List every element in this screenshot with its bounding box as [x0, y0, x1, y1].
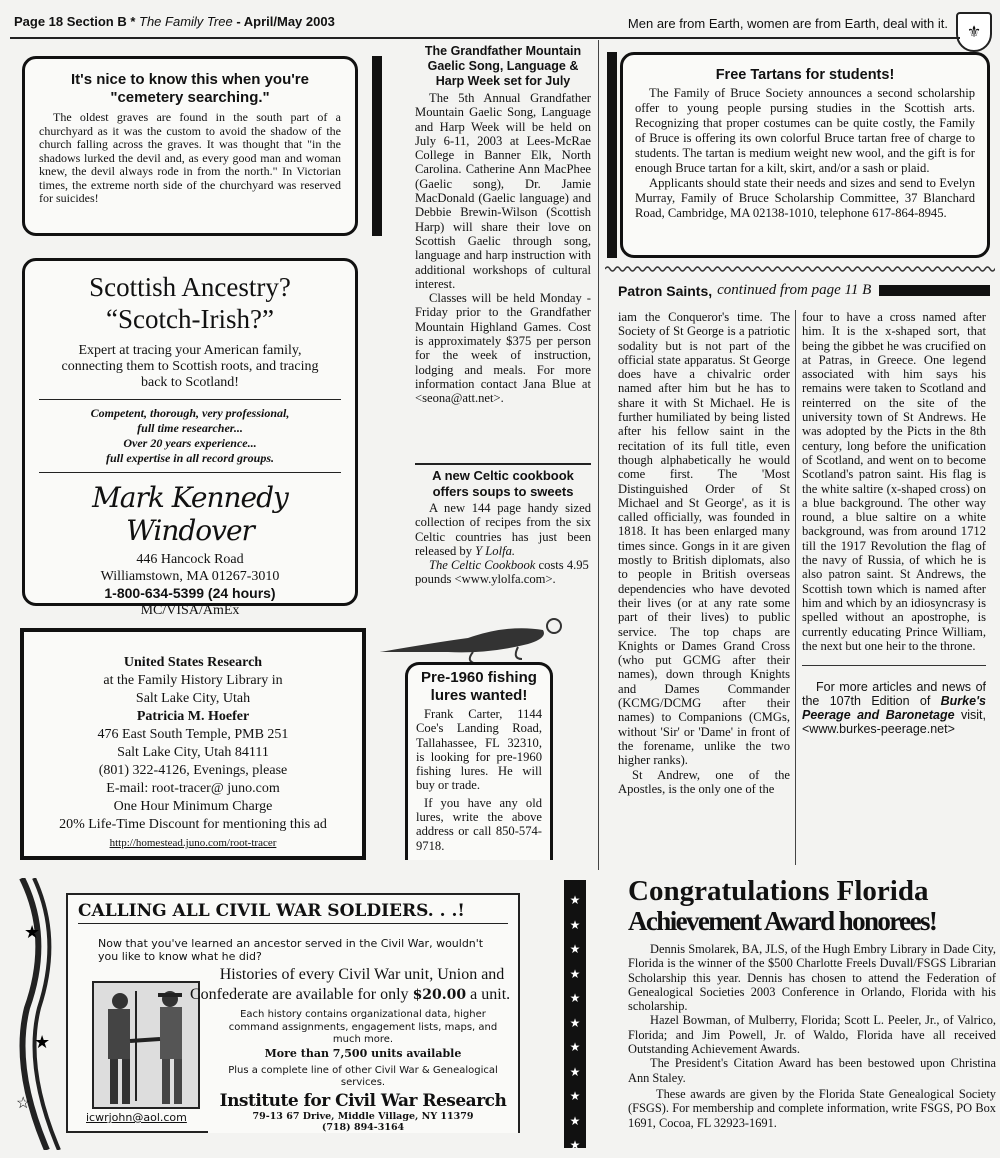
civil-war-intro: Now that you've learned an ancestor served in the Civil War, wouldn't you like to know what he did?	[98, 937, 484, 963]
grandfather-title: The Grandfather Mountain Gaelic Song, Language & Harp Week set for July	[424, 44, 582, 88]
patron-text: four to have a cross named after him. It is the x-shaped sort, that being the gibbet he was crucified on at Patras, in Greece. One legend associated with him says his remains were taken to Scotland and reinterred on the site of the university town of St Andrews. He was adopted by the Picts in the 8th century, long before the unification of Scotland, and went on to become Scotland's patron saint. His flag is the white saltire (x-shaped cross) on a blue background. The other way round, a blue saltire on a white background, was from around 1712 till the 1917 Revolution the flag of the navy of Russia, of which he is also patron saint. St Andrews, the Scottish town which is named after him and which by an idiosyncrasy is spelled without an apostrophe, is currently educating Prince William, the next but one heir to the throne.	[802, 310, 986, 653]
ad-line: at the Family History Library in	[103, 673, 283, 688]
issue-date: - April/May 2003	[236, 14, 335, 29]
florida-awards-article	[628, 876, 996, 1130]
ad-line: (801) 322-4126, Evenings, please	[98, 763, 288, 778]
ad-address-1: 446 Hancock Road	[136, 552, 244, 567]
civil-war-offer-2	[190, 985, 530, 1005]
civil-war-title: CALLING ALL CIVIL WAR SOLDIERS. . .!	[78, 901, 508, 924]
florida-title-1: Congratulations Florida	[628, 875, 929, 907]
wavy-rule	[605, 265, 995, 273]
ad-url-link[interactable]: http://homestead.juno.com/root-tracer	[109, 837, 277, 849]
section-rule	[415, 463, 591, 465]
patron-text: iam the Conqueror's time. The Society of St George is a patriotic sodality but is not part of the official state apparatus. St George does have a chivalric order named after him but he has to share it with St Michael. He is further humiliated by being listed after his fellow saint in the recitation of its full title, even though alphabetically he would come first. The 'Most Distinguished Order of St Michael and St George', as it is called officially, was founded in 1818. It has been enlarged many times since. Gongs in it are given mostly to British diplomats, also to people in British overseas dependencies who have devoted their lives (or at any rate some part of their lives) to public service. The top chaps are Knights or Dames Grand Cross (who put GCMG after their names), down through Knights and Dames Commander (KCMG/DCMG after their names) to Companions (CMGs, without 'Sir' or 'Dame' in front of the forename, unlike the two higher ranks).	[618, 310, 790, 768]
ad-phone: 1-800-634-5399 (24 hours)	[104, 585, 276, 601]
more-articles-text: For more articles and news of the 107th Edition of	[802, 680, 986, 709]
lures-title: Pre-1960 fishing lures wanted!	[421, 669, 537, 704]
ad-address-2: Williamstown, MA 01267-3010	[100, 569, 280, 584]
offer-line: Histories of every Civil War unit, Union and	[219, 966, 505, 983]
ad-line: E-mail: root-tracer@ juno.com	[106, 781, 280, 796]
cookbook-p2: costs 4.95 pounds <www.ylolfa.com>.	[415, 558, 589, 587]
divider-bar	[372, 56, 382, 236]
florida-p1: Dennis Smolarek, BA, JLS, of the Hugh Embry Library in Dade City, Florida is the winner of the $500 Charlotte Freels Duvall/FSGS Librarian Scholarship this year. Dennis has chosen to attend the Federation of Genealogical Societies 2003 Conference in Orlando, Florida with his scholarship.	[628, 942, 996, 1014]
svg-text:☆: ☆	[16, 1095, 31, 1112]
grandfather-article	[415, 44, 591, 406]
qual-line: Competent, thorough, very professional,	[90, 406, 290, 420]
ad-cards: MC/VISA/AmEx	[140, 603, 240, 618]
patron-text: St Andrew, one of the Apostles, is the only one of the	[618, 767, 790, 796]
civil-war-ad	[66, 893, 520, 1133]
florida-p4: These awards are given by the Florida State Genealogical Society (FSGS). For membership and complete information, write FSGS, PO Box 1691, Cocoa, FL 32923-1691.	[628, 1086, 996, 1130]
us-research-ad	[20, 628, 366, 860]
lures-p1: Frank Carter, 1144 Coe's Landing Road, Tallahassee, FL 32310, is looking for pre-1960 fishing lures. He will buy or trade.	[416, 707, 542, 793]
cemetery-article	[22, 56, 358, 236]
soldiers-illustration	[92, 981, 200, 1109]
patron-saints-heading	[618, 282, 990, 299]
patron-column-1	[618, 310, 790, 796]
tartans-p2: Applicants should state their needs and sizes and send to Evelyn Murray, Family of Bruce Scholarship Committee, 37 Blanchard Road, Cambridge, MA 02138-1010, telephone 617-864-8945.	[635, 176, 975, 220]
fishing-lure-icon	[378, 612, 568, 667]
cemetery-body: The oldest graves are found in the south part of a churchyard as it was the custom to avoid the shadow of the church falling across the graves. It was thought that "in the shadows lurked the devil and, as every good man and woman knew, the devil always rode in from the north." In Victorian times, the extreme north side of the churchyard was reserved for suicides!	[39, 110, 341, 205]
ad-intro: Expert at tracing your American family, connecting them to Scottish roots, and tracing back to Scotland!	[39, 343, 341, 400]
cookbook-book-title: The Celtic Cookbook	[429, 558, 536, 573]
ad-line: 20% Life-Time Discount for mentioning this ad	[59, 817, 327, 832]
florida-p2: Hazel Bowman, of Mulberry, Florida; Scott L. Peeler, Jr., of Valrico, Florida; and Jim Powell, Jr. of Waldo, Florida have all received Outstanding Achievement Awards.	[628, 1013, 996, 1057]
cookbook-p1: A new 144 page handy sized collection of recipes from the six Celtic countries has just been released by	[415, 501, 591, 558]
stars-stripe-icon: ★ ★ ★ ★ ★ ★ ★ ★ ★ ★ ★	[564, 880, 586, 1148]
svg-text:★: ★	[34, 1032, 51, 1052]
ad-line: Salt Lake City, Utah	[135, 691, 251, 706]
crest-icon: ⚜	[956, 12, 992, 52]
free-tartans-article	[620, 52, 990, 258]
heading-bar	[879, 285, 990, 296]
page-header-left	[14, 14, 335, 29]
ad-line: United States Research	[123, 655, 263, 670]
header-motto: Men are from Earth, women are from Earth, deal with it.	[627, 16, 948, 31]
grandfather-p1: The 5th Annual Grandfather Mountain Gaelic Song, Language and Harp Week will be held on July 6-11, 2003 at Lees-McRae College in Banner Elk, North Carolina. Catherine Ann MacPhee (Gaelic song), Dr. Jamie MacDonald (Gaelic language) and Debbie Brewin-Wilson (Scottish Harp) will share their love on Scottish Gaelic through song, language and harp instruction with additional workshops of cultural interest.	[415, 91, 591, 291]
patron-column-2	[802, 310, 986, 736]
svg-text:★: ★	[24, 922, 41, 942]
institute-address: 79-13 67 Drive, Middle Village, NY 11379	[252, 1111, 474, 1122]
lures-p2: If you have any old lures, write the above address or call 850-574-9718.	[416, 795, 542, 853]
qual-line: full expertise in all record groups.	[105, 451, 274, 465]
ad-line: Patricia M. Hoefer	[136, 709, 250, 724]
cookbook-title: A new Celtic cookbook offers soups to sweets	[432, 468, 574, 499]
divider-bar	[607, 52, 617, 258]
rule	[802, 665, 986, 666]
ad-line: 476 East South Temple, PMB 251	[97, 727, 289, 742]
column-rule	[598, 40, 599, 870]
civil-war-offer	[203, 965, 521, 985]
ad-line: One Hour Minimum Charge	[113, 799, 273, 814]
lures-wanted-ad	[405, 662, 553, 860]
offer-line: a unit.	[466, 986, 511, 1003]
civil-war-each: Each history contains organizational data, higher command assignments, engagement lists, maps, and much more.	[228, 1009, 498, 1045]
florida-title-2: Achievement Award honorees!	[628, 906, 937, 936]
offer-line: Confederate are available for only	[190, 986, 413, 1003]
florida-p3: The President's Citation Award has been bestowed upon Christina Ann Staley.	[628, 1056, 996, 1085]
qual-line: Over 20 years experience...	[123, 436, 257, 450]
price: $20.00	[412, 987, 467, 1003]
tartans-p1: The Family of Bruce Society announces a second scholarship offer to young people pursing studies in the Scottish arts. Recognizing that proper costumes can be quite costly, the Family of Bruce is offering its own colorful Bruce tartan free of charge to students. The tartan is medium weight new wool, and the gift is for enough Bruce tartan for a kilt, skirt, and/or a sash or plaid.	[635, 86, 975, 175]
page-number: Page 18 Section B *	[14, 14, 136, 29]
ad-line: Salt Lake City, Utah 84111	[117, 745, 269, 760]
civil-war-units: More than 7,500 units available	[264, 1047, 462, 1060]
institute-phone: (718) 894-3164	[208, 1122, 518, 1133]
publication-name: The Family Tree	[139, 14, 233, 29]
continued-note: continued from page 11 B	[717, 282, 872, 298]
tartans-title: Free Tartans for students!	[715, 67, 895, 83]
signature-name: Mark Kennedy Windover	[92, 481, 288, 547]
civil-war-plus: Plus a complete line of other Civil War & Genealogical services.	[228, 1065, 498, 1088]
flag-decoration-icon	[12, 878, 62, 1150]
email-link[interactable]: icwrjohn@aol.com	[86, 1111, 187, 1124]
cemetery-title: It's nice to know this when you're "cemetery searching."	[70, 71, 309, 106]
patron-title: Patron Saints,	[618, 282, 713, 299]
scottish-ancestry-ad	[22, 258, 358, 618]
ad-title-1: Scottish Ancestry?	[89, 272, 291, 302]
institute-name: Institute for Civil War Research	[219, 1091, 507, 1111]
column-rule	[795, 310, 796, 865]
ad-qualifications	[39, 400, 341, 473]
qual-line: full time researcher...	[137, 421, 243, 435]
header-rule	[10, 37, 960, 39]
burkes-peerage-title: Burke's Peerage and Baronetage	[802, 694, 986, 723]
grandfather-p2: Classes will be held Monday - Friday prior to the Grandfather Mountain Highland Games. Cost is approximately $375 per person for the week of instruction, lodging and meals. For more information contact Jana Blue at <seona@att.net>.	[415, 291, 591, 406]
ad-title-2: “Scotch-Irish?”	[106, 304, 274, 334]
cookbook-article	[415, 468, 591, 587]
cookbook-publisher: Y Lolfa.	[475, 543, 516, 558]
burkes-url[interactable]: visit,<www.burkes-peerage.net>	[802, 708, 986, 737]
